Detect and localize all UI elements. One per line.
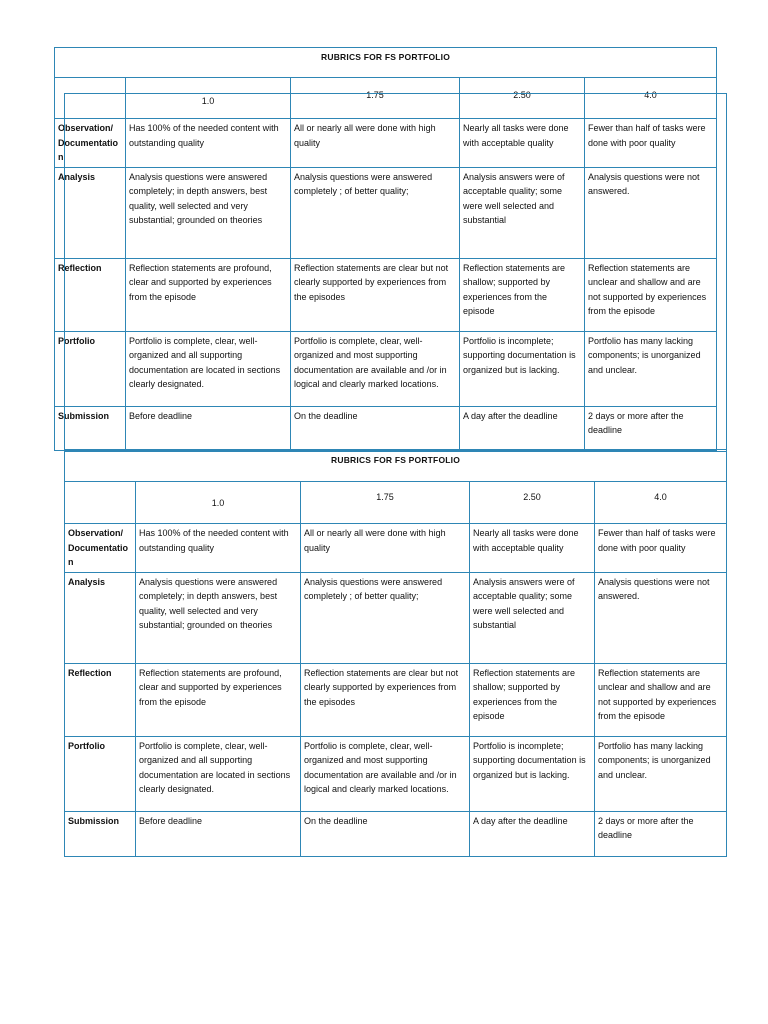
table-row	[65, 736, 727, 811]
rubric-cell: On the deadline	[301, 811, 470, 856]
criterion-label: Analysis	[65, 572, 136, 663]
table-row	[55, 167, 717, 258]
rubric-cell: Fewer than half of tasks were done with poor quality	[595, 524, 727, 573]
score-header: 4.0	[585, 78, 717, 119]
header-corner	[55, 78, 126, 119]
rubric-cell: Portfolio is complete, clear, well-organized and most supporting documentation are available and /or in logical and clearly marked locations.	[291, 331, 460, 406]
rubric-cell: On the deadline	[291, 406, 460, 450]
table-row	[55, 258, 717, 331]
criterion-label: Reflection	[55, 258, 126, 331]
rubric-cell: Reflection statements are unclear and shallow and are not supported by experiences from the episode	[585, 258, 717, 331]
rubric-cell: Nearly all tasks were done with acceptable quality	[460, 119, 585, 168]
rubric-cell: Portfolio has many lacking components; is unorganized and unclear.	[595, 736, 727, 811]
rubric-cell: Nearly all tasks were done with acceptable quality	[470, 524, 595, 573]
rubric-cell: Analysis questions were answered completely ; of better quality;	[291, 167, 460, 258]
rubric-cell: Reflection statements are unclear and shallow and are not supported by experiences from the episode	[595, 663, 727, 736]
rubric-cell: A day after the deadline	[460, 406, 585, 450]
rubric-cell: Analysis answers were of acceptable quality; some were well selected and substantial	[470, 572, 595, 663]
criterion-label: Analysis	[55, 167, 126, 258]
rubric-grid	[54, 47, 717, 451]
rubric-cell: Reflection statements are profound, clear and supported by experiences from the episode	[136, 663, 301, 736]
score-header: 1.75	[291, 78, 460, 119]
criterion-label: Portfolio	[55, 331, 126, 406]
rubric-cell: Reflection statements are clear but not clearly supported by experiences from the episodes	[301, 663, 470, 736]
table-row	[55, 119, 717, 168]
table-row	[65, 524, 727, 573]
rubric-cell: Portfolio is incomplete; supporting documentation is organized but is lacking.	[470, 736, 595, 811]
rubric-cell: Reflection statements are shallow; supported by experiences from the episode	[470, 663, 595, 736]
criterion-label: Observation/ Documentation	[65, 524, 136, 573]
table-row	[55, 406, 717, 450]
rubric-cell: Has 100% of the needed content with outstanding quality	[136, 524, 301, 573]
rubric-cell: Fewer than half of tasks were done with poor quality	[585, 119, 717, 168]
rubric-cell: Before deadline	[126, 406, 291, 450]
rubric-cell: Reflection statements are clear but not clearly supported by experiences from the episodes	[291, 258, 460, 331]
rubric-table-1	[54, 47, 717, 451]
rubric-cell: Has 100% of the needed content with outstanding quality	[126, 119, 291, 168]
rubric-cell: Portfolio is incomplete; supporting documentation is organized but is lacking.	[460, 331, 585, 406]
table-title: RUBRICS FOR FS PORTFOLIO	[55, 48, 717, 78]
table-row	[55, 331, 717, 406]
criterion-label: Submission	[55, 406, 126, 450]
rubric-cell: Portfolio is complete, clear, well-organized and all supporting documentation are located in sections clearly designated.	[136, 736, 301, 811]
rubric-cell: Portfolio is complete, clear, well-organized and most supporting documentation are available and /or in logical and clearly marked locations.	[301, 736, 470, 811]
score-header: 1.0	[126, 78, 291, 119]
rubric-cell: Analysis questions were answered completely; in depth answers, best quality, well selected and very substantial; grounded on theories	[136, 572, 301, 663]
rubric-cell: Portfolio is complete, clear, well-organized and all supporting documentation are located in sections clearly designated.	[126, 331, 291, 406]
score-header: 2.50	[460, 78, 585, 119]
table-row	[65, 811, 727, 856]
table-row	[65, 572, 727, 663]
rubric-cell: Reflection statements are profound, clear and supported by experiences from the episode	[126, 258, 291, 331]
rubric-cell: Analysis questions were not answered.	[595, 572, 727, 663]
rubric-cell: Analysis questions were answered completely; in depth answers, best quality, well selected and very substantial; grounded on theories	[126, 167, 291, 258]
rubric-cell: All or nearly all were done with high quality	[291, 119, 460, 168]
rubric-cell: Analysis questions were not answered.	[585, 167, 717, 258]
criterion-label: Observation/ Documentation	[55, 119, 126, 168]
table-title: RUBRICS FOR FS PORTFOLIO	[65, 450, 727, 482]
score-header: 4.0	[595, 482, 727, 524]
rubric-cell: Reflection statements are shallow; supported by experiences from the episode	[460, 258, 585, 331]
criterion-label: Portfolio	[65, 736, 136, 811]
header-corner	[65, 482, 136, 524]
rubric-cell: All or nearly all were done with high quality	[301, 524, 470, 573]
score-header: 1.75	[301, 482, 470, 524]
criterion-label: Reflection	[65, 663, 136, 736]
rubric-table-2	[64, 449, 727, 857]
rubric-cell: 2 days or more after the deadline	[585, 406, 717, 450]
rubric-cell: Analysis questions were answered completely ; of better quality;	[301, 572, 470, 663]
score-header: 2.50	[470, 482, 595, 524]
rubric-grid	[64, 449, 727, 857]
rubric-cell: Analysis answers were of acceptable quality; some were well selected and substantial	[460, 167, 585, 258]
rubric-cell: A day after the deadline	[470, 811, 595, 856]
rubric-cell: 2 days or more after the deadline	[595, 811, 727, 856]
rubric-cell: Portfolio has many lacking components; is unorganized and unclear.	[585, 331, 717, 406]
criterion-label: Submission	[65, 811, 136, 856]
table-row	[65, 663, 727, 736]
score-header: 1.0	[136, 482, 301, 524]
rubric-cell: Before deadline	[136, 811, 301, 856]
